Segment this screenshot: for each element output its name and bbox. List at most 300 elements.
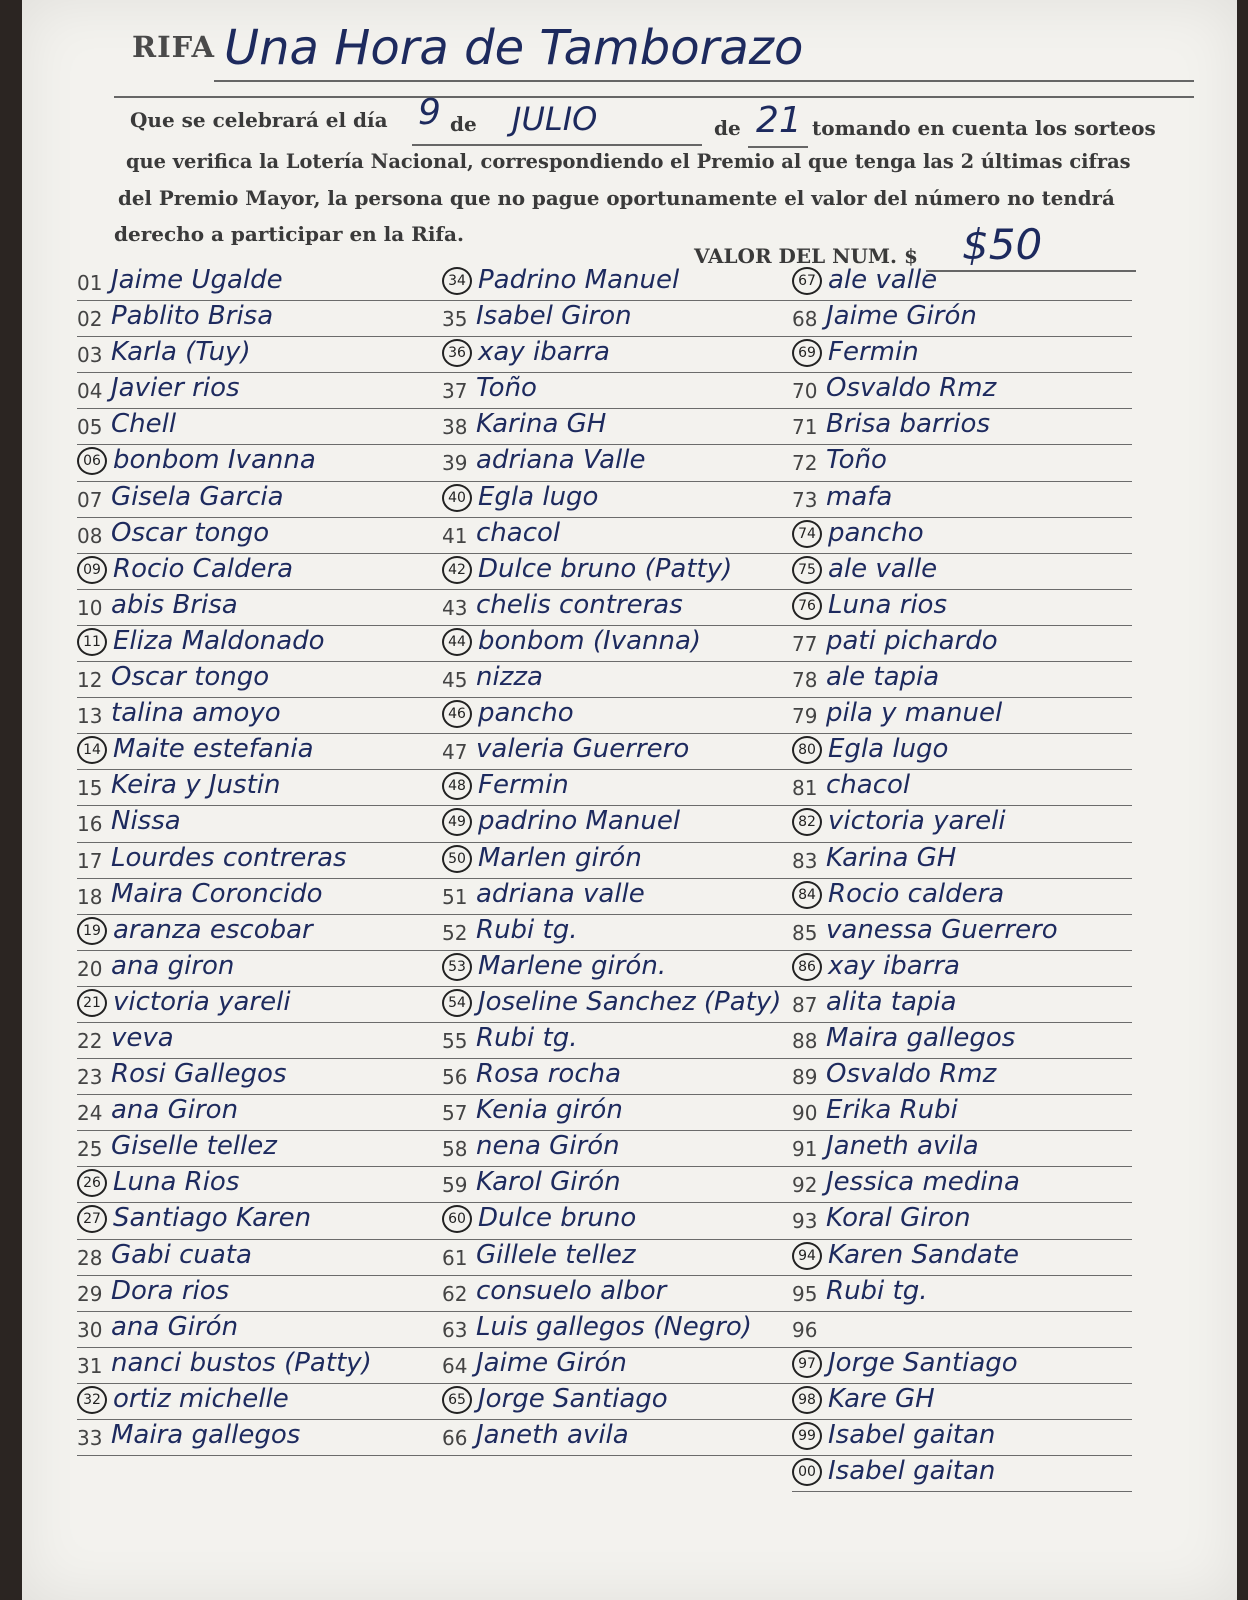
- raffle-entry: [442, 554, 807, 590]
- entry-number: 61: [442, 1245, 468, 1270]
- entry-number: 96: [792, 1317, 818, 1342]
- raffle-entry: [77, 987, 472, 1023]
- raffle-entry: [442, 843, 807, 879]
- entry-name: Jaime Girón: [476, 1347, 627, 1378]
- raffle-entry: [77, 662, 472, 698]
- raffle-entry: [442, 1167, 807, 1203]
- raffle-entry: [792, 554, 1132, 590]
- entry-name: Keira y Justin: [111, 770, 281, 801]
- terms-line1-b: de: [450, 112, 477, 136]
- entry-name: vanessa Guerrero: [826, 914, 1058, 945]
- entry-name: ale tapia: [826, 662, 940, 693]
- raffle-entry: [77, 1131, 472, 1167]
- entry-number-circled: 76: [792, 592, 822, 620]
- entry-name: Pablito Brisa: [111, 301, 274, 332]
- raffle-entry: [792, 1456, 1132, 1492]
- entry-name: Isabel Giron: [476, 301, 632, 332]
- entry-name: Egla lugo: [478, 481, 599, 512]
- entry-number-circled: 09: [77, 556, 107, 584]
- raffle-entry: [792, 1384, 1132, 1420]
- entry-name: Oscar tongo: [111, 517, 270, 548]
- raffle-entry: [77, 265, 472, 301]
- entry-name: Dora rios: [111, 1275, 230, 1306]
- raffle-entry: [77, 590, 472, 626]
- entry-number: 45: [442, 668, 468, 693]
- raffle-entry: [792, 1348, 1132, 1384]
- raffle-entry: [77, 734, 472, 770]
- entry-number: 16: [77, 812, 103, 837]
- raffle-entry: [442, 698, 807, 734]
- entry-name: adriana Valle: [476, 445, 646, 476]
- entry-name: Gillele tellez: [476, 1239, 636, 1270]
- raffle-entry: [77, 409, 472, 445]
- entry-name: Kenia girón: [476, 1095, 623, 1126]
- entry-number-circled: 97: [792, 1350, 822, 1378]
- entry-name: Karol Girón: [476, 1167, 621, 1198]
- entry-number: 52: [442, 920, 468, 945]
- raffle-entry: [792, 987, 1132, 1023]
- entry-number-circled: 80: [792, 736, 822, 764]
- entry-number: 37: [442, 379, 468, 404]
- raffle-entry: [77, 951, 472, 987]
- raffle-entry: [77, 1059, 472, 1095]
- entry-name: Maira gallegos: [826, 1022, 1016, 1053]
- entry-number: 08: [77, 523, 103, 548]
- entry-name: Osvaldo Rmz: [826, 1059, 997, 1090]
- entry-number: 89: [792, 1065, 818, 1090]
- entry-name: Luis gallegos (Negro): [476, 1311, 752, 1342]
- terms-line4: derecho a participar en la Rifa.: [114, 222, 464, 246]
- raffle-entry: [77, 301, 472, 337]
- entry-number-circled: 42: [442, 556, 472, 584]
- entry-name: Karen Sandate: [828, 1239, 1020, 1270]
- entry-number: 55: [442, 1028, 468, 1053]
- raffle-entry: [792, 518, 1132, 554]
- entry-number: 70: [792, 379, 818, 404]
- raffle-entry: [77, 1312, 472, 1348]
- entry-number: 29: [77, 1281, 103, 1306]
- entry-name: Padrino Manuel: [478, 265, 680, 295]
- entry-name: ana giron: [111, 950, 235, 981]
- entry-name: Jorge Santiago: [478, 1383, 668, 1414]
- entry-name: Fermin: [478, 770, 569, 801]
- entry-name: Javier rios: [111, 373, 240, 404]
- raffle-entry: [77, 337, 472, 373]
- entry-number: 87: [792, 992, 818, 1017]
- entry-name: Marlen girón: [478, 842, 642, 873]
- entry-number: 91: [792, 1137, 818, 1162]
- entry-name: nena Girón: [476, 1131, 620, 1162]
- entry-name: ale valle: [828, 553, 938, 584]
- raffle-entry: [442, 337, 807, 373]
- entry-number: 56: [442, 1065, 468, 1090]
- terms-line1-a: Que se celebrará el día: [130, 108, 388, 132]
- raffle-entry: [442, 770, 807, 806]
- raffle-entry: [77, 770, 472, 806]
- entry-number: 93: [792, 1209, 818, 1234]
- entry-number-circled: 65: [442, 1386, 472, 1414]
- entry-number-circled: 34: [442, 267, 472, 295]
- raffle-entry: [442, 915, 807, 951]
- rifa-label: RIFA: [132, 30, 216, 64]
- entry-name: Kare GH: [828, 1383, 935, 1414]
- raffle-entry: [442, 1312, 807, 1348]
- entry-name: Luna Rios: [113, 1167, 240, 1198]
- day-value: 9: [418, 92, 441, 133]
- raffle-entry: [792, 1276, 1132, 1312]
- entry-number: 72: [792, 451, 818, 476]
- entry-number: 07: [77, 487, 103, 512]
- raffle-entry: [792, 951, 1132, 987]
- entry-number-circled: 46: [442, 700, 472, 728]
- raffle-entry: [442, 734, 807, 770]
- raffle-entry: [792, 1131, 1132, 1167]
- raffle-entry: [77, 1420, 472, 1456]
- entry-name: Toño: [476, 373, 537, 404]
- entry-number-circled: 40: [442, 484, 472, 512]
- entry-number: 58: [442, 1137, 468, 1162]
- raffle-entry: [442, 373, 807, 409]
- entry-name: Jaime Ugalde: [111, 265, 283, 295]
- raffle-entry: [792, 734, 1132, 770]
- entry-name: Rubi tg.: [476, 1022, 578, 1053]
- terms-line1-d: tomando en cuenta los sorteos: [812, 116, 1156, 140]
- raffle-entry: [77, 626, 472, 662]
- entry-name: chacol: [826, 770, 911, 801]
- entry-name: Rosa rocha: [476, 1059, 622, 1090]
- entry-number: 63: [442, 1317, 468, 1342]
- raffle-entry: [792, 409, 1132, 445]
- year-underline: [748, 146, 808, 148]
- raffle-entry: [77, 482, 472, 518]
- raffle-entry: [792, 698, 1132, 734]
- entry-number-circled: 69: [792, 339, 822, 367]
- entry-name: padrino Manuel: [478, 806, 681, 837]
- entry-name: Jaime Girón: [826, 301, 977, 332]
- entry-number: 01: [77, 271, 103, 295]
- entry-number-circled: 00: [792, 1458, 822, 1486]
- entry-name: alita tapia: [826, 986, 957, 1017]
- value-amount: $50: [962, 220, 1043, 269]
- entry-number-circled: 26: [77, 1169, 107, 1197]
- entry-number-circled: 99: [792, 1422, 822, 1450]
- entry-number: 43: [442, 595, 468, 620]
- entry-number-circled: 36: [442, 339, 472, 367]
- raffle-entry: [442, 626, 807, 662]
- entry-name: Oscar tongo: [111, 662, 270, 693]
- entry-number-circled: 19: [77, 917, 107, 945]
- entry-number: 57: [442, 1101, 468, 1126]
- raffle-entry: [792, 770, 1132, 806]
- entry-name: Chell: [111, 409, 177, 440]
- entry-name: bonbom Ivanna: [113, 445, 316, 476]
- entry-name: Janeth avila: [826, 1131, 979, 1162]
- entry-number: 59: [442, 1173, 468, 1198]
- entry-number: 20: [77, 956, 103, 981]
- raffle-entry: [442, 1095, 807, 1131]
- entry-number: 41: [442, 523, 468, 548]
- entry-name: Karla (Tuy): [111, 337, 251, 368]
- entry-number: 73: [792, 487, 818, 512]
- entry-number-circled: 06: [77, 447, 107, 475]
- entries-column-1: [77, 265, 472, 1456]
- entry-number: 77: [792, 631, 818, 656]
- entry-name: pila y manuel: [826, 698, 1003, 729]
- raffle-entry: [77, 554, 472, 590]
- raffle-entry: [442, 1348, 807, 1384]
- entry-name: ana Girón: [111, 1311, 239, 1342]
- raffle-entry: [442, 1276, 807, 1312]
- entries-column-2: [442, 265, 807, 1456]
- entry-number: 05: [77, 415, 103, 440]
- entry-number: 33: [77, 1426, 103, 1450]
- raffle-entry: [792, 1167, 1132, 1203]
- entry-name: Maira Coroncido: [111, 878, 323, 909]
- raffle-entry: [77, 1384, 472, 1420]
- entry-name: victoria yareli: [113, 986, 291, 1017]
- entry-number-circled: 11: [77, 628, 107, 656]
- entry-name: Egla lugo: [828, 734, 949, 765]
- entry-number-circled: 48: [442, 772, 472, 800]
- entry-name: talina amoyo: [111, 698, 281, 729]
- entry-name: nanci bustos (Patty): [111, 1347, 372, 1378]
- entry-name: xay ibarra: [478, 337, 610, 368]
- raffle-entry: [792, 843, 1132, 879]
- entry-name: Rubi tg.: [476, 914, 578, 945]
- entry-number-circled: 50: [442, 845, 472, 873]
- entry-name: Toño: [826, 445, 887, 476]
- entry-number: 95: [792, 1281, 818, 1306]
- entry-number: 81: [792, 776, 818, 801]
- raffle-entry: [77, 915, 472, 951]
- raffle-entry: [792, 590, 1132, 626]
- entry-number: 38: [442, 415, 468, 440]
- raffle-entry: [77, 518, 472, 554]
- entry-number-circled: 54: [442, 989, 472, 1017]
- entry-name: pancho: [478, 698, 574, 729]
- entry-name: Marlene girón.: [478, 950, 667, 981]
- entry-name: chelis contreras: [476, 589, 683, 620]
- raffle-entry: [792, 1203, 1132, 1239]
- entry-number: 78: [792, 668, 818, 693]
- entry-name: Dulce bruno (Patty): [478, 553, 733, 584]
- raffle-entry: [792, 1312, 1132, 1348]
- terms-line1-c: de: [714, 116, 741, 140]
- entry-number: 23: [77, 1065, 103, 1090]
- raffle-entry: [77, 1348, 472, 1384]
- raffle-entry: [792, 1240, 1132, 1276]
- raffle-entry: [77, 373, 472, 409]
- raffle-entry: [442, 518, 807, 554]
- raffle-entry: [792, 373, 1132, 409]
- entry-name: bonbom (Ivanna): [478, 625, 702, 656]
- raffle-entry: [442, 301, 807, 337]
- entry-number: 18: [77, 884, 103, 909]
- raffle-entry: [792, 1095, 1132, 1131]
- entry-name: Brisa barrios: [826, 409, 990, 440]
- raffle-entry: [792, 301, 1132, 337]
- raffle-entry: [442, 987, 807, 1023]
- raffle-entry: [77, 879, 472, 915]
- entry-name: Joseline Sanchez (Paty): [478, 986, 782, 1017]
- entry-number: 66: [442, 1426, 468, 1450]
- raffle-entry: [792, 445, 1132, 481]
- entry-name: Janeth avila: [476, 1420, 629, 1450]
- entry-number: 39: [442, 451, 468, 476]
- raffle-entry: [792, 879, 1132, 915]
- raffle-entry: [442, 590, 807, 626]
- entry-name: Dulce bruno: [478, 1203, 637, 1234]
- raffle-entry: [442, 1240, 807, 1276]
- entry-number: 68: [792, 307, 818, 332]
- raffle-entry: [792, 806, 1132, 842]
- raffle-entry: [442, 662, 807, 698]
- entry-name: mafa: [826, 481, 893, 512]
- entry-name: Isabel gaitan: [828, 1420, 996, 1450]
- entry-name: aranza escobar: [113, 914, 313, 945]
- terms-line2: que verifica la Lotería Nacional, correspondiendo el Premio al que tenga las 2 últimas cifras: [126, 150, 1131, 173]
- entry-number: 25: [77, 1137, 103, 1162]
- entry-number: 24: [77, 1101, 103, 1126]
- entry-number: 71: [792, 415, 818, 440]
- month-value: JULIO: [512, 100, 598, 138]
- entry-number: 35: [442, 307, 468, 332]
- raffle-entry: [442, 409, 807, 445]
- entry-name: Giselle tellez: [111, 1131, 277, 1162]
- raffle-entry: [792, 265, 1132, 301]
- raffle-entry: [792, 337, 1132, 373]
- entry-number: 15: [77, 776, 103, 801]
- entry-name: Rocio Caldera: [113, 553, 294, 584]
- entry-number-circled: 49: [442, 808, 472, 836]
- raffle-entry: [442, 1131, 807, 1167]
- entry-number: 31: [77, 1353, 103, 1378]
- entry-name: Luna rios: [828, 589, 948, 620]
- raffle-entry: [792, 1023, 1132, 1059]
- entry-name: Jorge Santiago: [828, 1347, 1018, 1378]
- entry-name: valeria Guerrero: [476, 734, 690, 765]
- raffle-sheet: [22, 0, 1237, 1600]
- entry-number-circled: 44: [442, 628, 472, 656]
- entry-number: 04: [77, 379, 103, 404]
- entry-number-circled: 94: [792, 1242, 822, 1270]
- title-row: [114, 18, 1194, 88]
- raffle-entry: [442, 806, 807, 842]
- entry-number-circled: 27: [77, 1205, 107, 1233]
- raffle-entry: [77, 843, 472, 879]
- raffle-entry: [442, 1023, 807, 1059]
- entry-number-circled: 67: [792, 267, 822, 295]
- entry-name: Isabel gaitan: [828, 1456, 996, 1487]
- entry-name: Karina GH: [476, 409, 607, 440]
- year-value: 21: [756, 100, 802, 141]
- entry-number-circled: 53: [442, 953, 472, 981]
- raffle-entry: [792, 626, 1132, 662]
- entry-number: 13: [77, 704, 103, 729]
- raffle-entry: [442, 1203, 807, 1239]
- raffle-entry: [792, 662, 1132, 698]
- raffle-entry: [792, 1059, 1132, 1095]
- raffle-entry: [442, 879, 807, 915]
- entry-number: 88: [792, 1028, 818, 1053]
- entry-name: chacol: [476, 517, 561, 548]
- entry-name: consuelo albor: [476, 1275, 667, 1306]
- entry-name: Rocio caldera: [828, 878, 1005, 909]
- entry-name: Koral Giron: [826, 1203, 971, 1234]
- raffle-entry: [792, 1420, 1132, 1456]
- value-label: VALOR DEL NUM. $: [694, 244, 918, 268]
- terms-line3: del Premio Mayor, la persona que no pague oportunamente el valor del número no tendrá: [118, 186, 1115, 210]
- raffle-entry: [442, 1384, 807, 1420]
- entry-name: veva: [111, 1022, 174, 1053]
- entry-name: pati pichardo: [826, 625, 998, 656]
- entry-name: nizza: [476, 662, 543, 693]
- entry-number: 90: [792, 1101, 818, 1126]
- entry-number: 51: [442, 884, 468, 909]
- entry-name: xay ibarra: [828, 950, 960, 981]
- entry-name: ana Giron: [111, 1095, 239, 1126]
- entry-name: Rubi tg.: [826, 1275, 928, 1306]
- entry-number: 62: [442, 1281, 468, 1306]
- raffle-entry: [77, 806, 472, 842]
- entry-number: 79: [792, 704, 818, 729]
- raffle-title: Una Hora de Tamborazo: [224, 20, 804, 76]
- entry-number: 83: [792, 848, 818, 873]
- title-rule-2: [114, 96, 1194, 98]
- entry-number-circled: 14: [77, 736, 107, 764]
- entry-number-circled: 82: [792, 808, 822, 836]
- entry-name: Gisela Garcia: [111, 481, 284, 512]
- entry-name: Erika Rubi: [826, 1095, 958, 1126]
- entry-number-circled: 98: [792, 1386, 822, 1414]
- entry-name: abis Brisa: [111, 589, 238, 620]
- entry-number: 12: [77, 668, 103, 693]
- entry-number-circled: 74: [792, 520, 822, 548]
- entry-number: 17: [77, 848, 103, 873]
- entries-column-3: [792, 265, 1132, 1492]
- entry-number-circled: 84: [792, 881, 822, 909]
- entry-number: 10: [77, 595, 103, 620]
- entry-name: Osvaldo Rmz: [826, 373, 997, 404]
- raffle-entry: [77, 1240, 472, 1276]
- entry-name: ortiz michelle: [113, 1383, 289, 1414]
- entry-name: Jessica medina: [826, 1167, 1020, 1198]
- entry-number: 28: [77, 1245, 103, 1270]
- entry-name: adriana valle: [476, 878, 645, 909]
- entry-name: Nissa: [111, 806, 181, 837]
- raffle-entry: [442, 445, 807, 481]
- raffle-entry: [77, 1276, 472, 1312]
- title-underline: [214, 80, 1194, 82]
- entry-number-circled: 60: [442, 1205, 472, 1233]
- entry-name: Eliza Maldonado: [113, 625, 325, 656]
- entry-number-circled: 86: [792, 953, 822, 981]
- entry-number-circled: 21: [77, 989, 107, 1017]
- entry-name: Maite estefania: [113, 734, 314, 765]
- raffle-entry: [77, 1167, 472, 1203]
- raffle-entry: [442, 951, 807, 987]
- raffle-entry: [77, 445, 472, 481]
- entry-name: Karina GH: [826, 842, 957, 873]
- raffle-entry: [442, 265, 807, 301]
- raffle-entry: [442, 482, 807, 518]
- raffle-entry: [77, 1203, 472, 1239]
- entry-name: Santiago Karen: [113, 1203, 312, 1234]
- entry-number: 92: [792, 1173, 818, 1198]
- entry-number: 02: [77, 307, 103, 332]
- entry-name: victoria yareli: [828, 806, 1006, 837]
- date-underline: [412, 144, 702, 146]
